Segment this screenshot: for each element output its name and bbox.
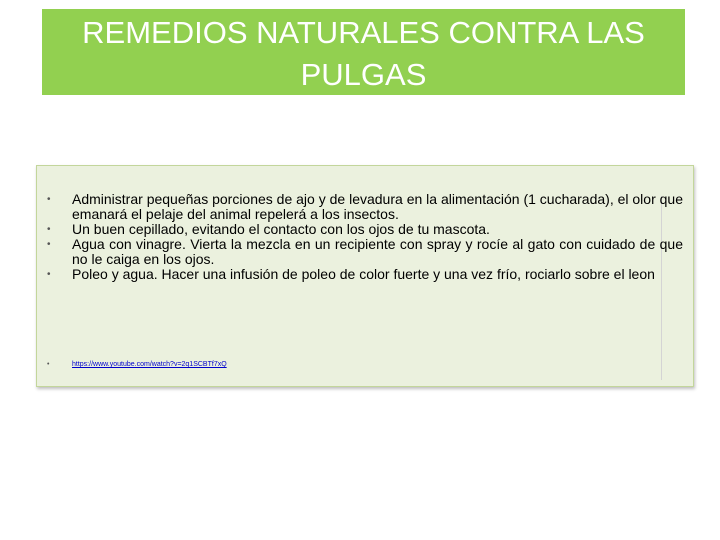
link-item	[37, 360, 227, 370]
list-item-text: Administrar pequeñas porciones de ajo y de levadura en la alimentación (1 cucharada), el olor que emanará el pelaje del animal repelerá a los insectos.	[72, 191, 683, 222]
list-item-text: Agua con vinagre. Vierta la mezcla en un recipiente con spray y rocíe al gato con cuidado de que no le caiga en los ojos.	[72, 236, 683, 267]
list-item	[37, 192, 693, 222]
list-item	[37, 237, 693, 267]
bullet-icon: •	[47, 224, 51, 235]
bullet-icon: •	[47, 361, 50, 368]
list-item	[37, 267, 693, 282]
list-item	[37, 222, 693, 237]
youtube-link[interactable]: https://www.youtube.com/watch?v=2q1SCBTf7xQ	[72, 361, 227, 368]
bullet-icon: •	[47, 194, 51, 205]
content-box	[36, 165, 694, 387]
list-item-text: Un buen cepillado, evitando el contacto con los ojos de tu mascota.	[72, 221, 490, 237]
bullet-icon: •	[47, 269, 51, 280]
bullet-list	[37, 192, 693, 282]
slide-title	[42, 9, 685, 95]
bullet-icon: •	[47, 239, 51, 250]
list-item-text: Poleo y agua. Hacer una infusión de poleo de color fuerte y una vez frío, rociarlo sobre el leon	[72, 266, 655, 282]
slide-title-text: REMEDIOS NATURALES CONTRA LAS PULGAS	[82, 15, 645, 92]
